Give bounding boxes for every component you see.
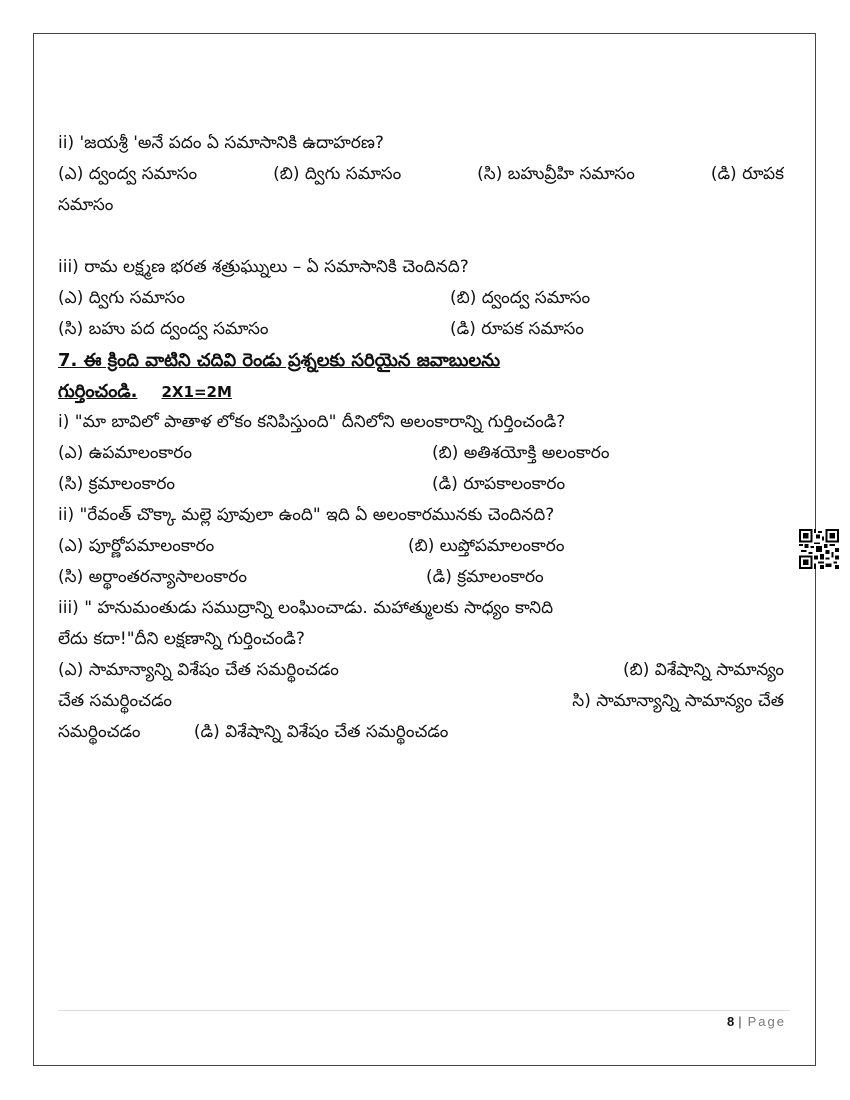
question-iii-text: iii) రామ లక్ష్మణ భరత శత్రుఘ్నులు – ఏ సమాసానికి చెందినది? [58, 257, 469, 277]
option-a: (ఎ) సామాన్యాన్ని విశేషం చేత సమర్థించడం [58, 660, 339, 680]
s7-question-3-options-row3 [58, 717, 784, 748]
s7-question-1-text: i) "మా బావిలో పాతాళ లోకం కనిపిస్తుంది" దీనిలోని అలంకారాన్ని గుర్తించండి? [58, 412, 566, 432]
option-a: (ఎ) ద్విగు సమాసం [58, 288, 186, 308]
option-d-continuation: సమాసం [58, 195, 114, 215]
section-7-heading-cont [58, 376, 784, 407]
option-c: (సి) బహు పద ద్వంద్వ సమాసం [58, 319, 269, 339]
section-7-heading: 7. ఈ క్రింది వాటిని చదివి రెండు ప్రశ్నలకు సరియైన జవాబులను [58, 350, 501, 371]
footer-separator: | [738, 1014, 744, 1029]
page-content [58, 128, 784, 748]
option-d: (డి) విశేషాన్ని విశేషం చేత సమర్థించడం [193, 722, 449, 742]
s7-question-3-options-row2 [58, 686, 784, 717]
option-b: (బి) ద్విగు సమాసం [273, 164, 402, 184]
option-a: (ఎ) ఉపమాలంకారం [58, 443, 192, 463]
option-d: (డి) రూపక [710, 164, 784, 184]
s7-question-3-text: iii) " హనుమంతుడు సముద్రాన్ని లంఘించాడు. మహాత్ములకు సాధ్యం కానిది [58, 598, 554, 618]
option-b: (బి) లుప్తోపమాలంకారం [408, 536, 565, 556]
s7-question-2-options-row1 [58, 531, 784, 562]
option-b: (బి) అతిశయోక్తి అలంకారం [432, 443, 610, 463]
page-number: 8 [727, 1014, 735, 1029]
option-d: (డి) రూపకాలంకారం [432, 474, 566, 494]
option-c: (సి) బహువ్రీహి సమాసం [477, 164, 635, 184]
option-b-continuation: చేత సమర్థించడం [58, 691, 173, 711]
section-7-heading-line2: గుర్తించండి. [58, 381, 138, 402]
option-b: (బి) ద్వంద్వ సమాసం [450, 288, 591, 308]
option-c: సి) సామాన్యాన్ని సామాన్యం చేత [572, 691, 784, 711]
marks-label: 2X1=2M [161, 383, 232, 401]
s7-question-3-options-row1 [58, 655, 784, 686]
option-a: (ఎ) ద్వంద్వ సమాసం [58, 164, 198, 184]
option-c-continuation: సమర్థించడం [58, 722, 141, 742]
option-c: (సి) అర్థాంతరన్యాసాలంకారం [58, 567, 247, 587]
page-word: Page [747, 1014, 786, 1029]
page-footer [727, 1014, 786, 1029]
s7-question-2-text: ii) "రేవంత్ చొక్కా మల్లె పూవులా ఉంది" ఇది ఏ అలంకారమునకు చెందినది? [58, 505, 555, 525]
option-a: (ఎ) పూర్ణోపమాలంకారం [58, 536, 215, 556]
s7-question-1-options-row1 [58, 438, 784, 469]
question-ii-options [58, 159, 784, 190]
footer-divider [58, 1010, 790, 1011]
question-ii-text: ii) 'జయశ్రీ 'అనే పదం ఏ సమాసానికి ఉదాహరణ? [58, 133, 384, 153]
s7-question-2-options-row2 [58, 562, 784, 593]
question-iii-options-row2 [58, 314, 784, 345]
qr-code-icon [799, 529, 839, 569]
question-iii-options-row1 [58, 283, 784, 314]
option-d: (డి) క్రమాలంకారం [426, 567, 544, 587]
option-d: (డి) రూపక సమాసం [450, 319, 584, 339]
s7-question-1-options-row2 [58, 469, 784, 500]
option-b: (బి) విశేషాన్ని సామాన్యం [622, 660, 784, 680]
s7-question-3-text-cont: లేదు కదా!"దీని లక్షణాన్ని గుర్తించండి? [58, 629, 305, 649]
option-c: (సి) క్రమాలంకారం [58, 474, 176, 494]
